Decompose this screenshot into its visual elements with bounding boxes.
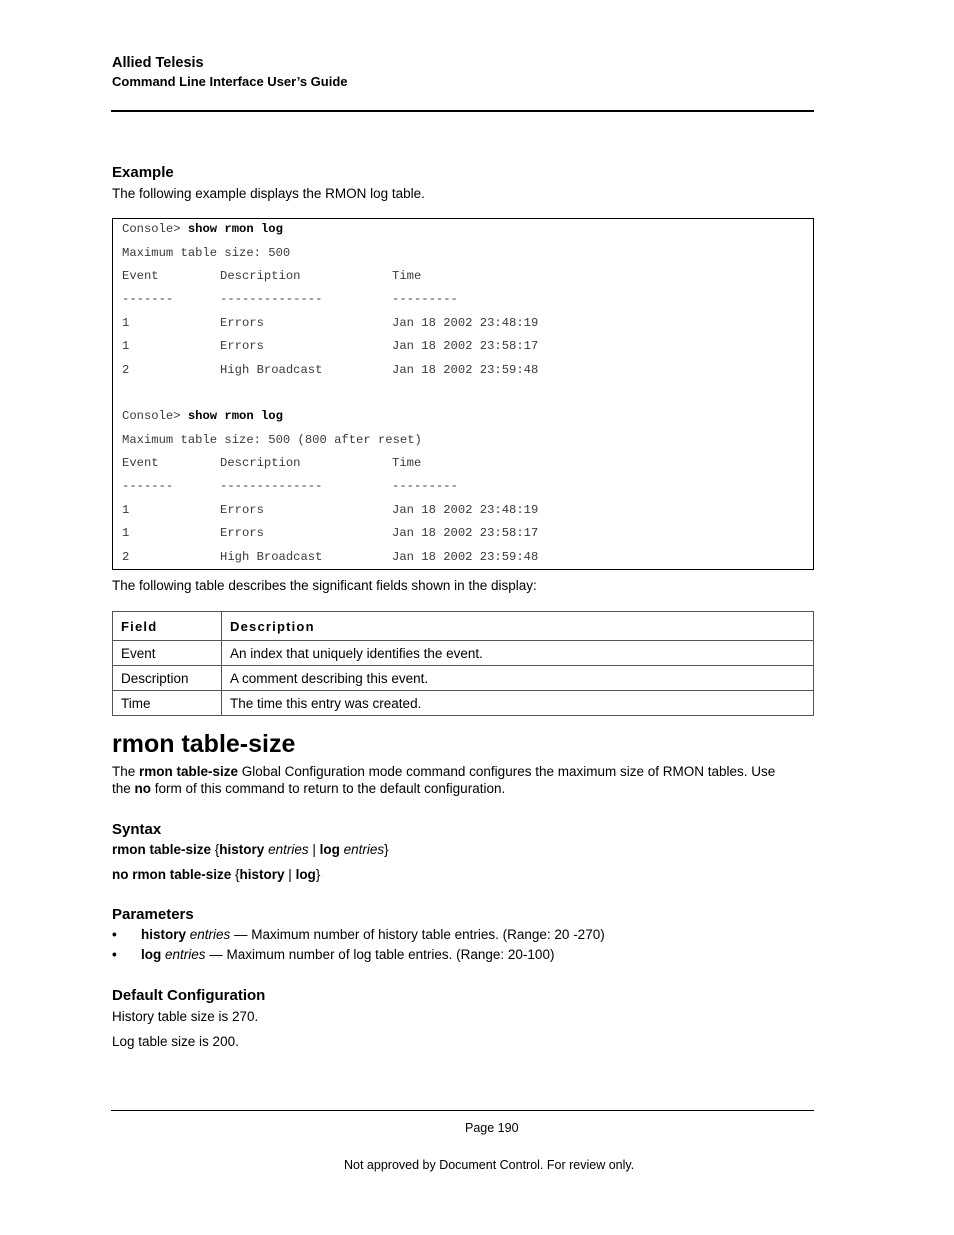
code-line: Maximum table size: 500 xyxy=(122,246,291,260)
code-line: 2 High Broadcast Jan 18 2002 23:59:48 xyxy=(122,550,539,564)
code-line: 2 High Broadcast Jan 18 2002 23:59:48 xyxy=(122,363,539,377)
default-config-line: History table size is 270. xyxy=(112,1009,259,1024)
table-cell: Event xyxy=(113,641,222,666)
parameter-item: history entries — Maximum number of history table entries. (Range: 20 -270) xyxy=(141,927,605,942)
fields-table xyxy=(112,611,814,716)
header-guide-title: Command Line Interface User’s Guide xyxy=(112,74,348,89)
table-row xyxy=(113,641,814,666)
fields-intro: The following table describes the significant fields shown in the display: xyxy=(112,578,537,593)
code-line: 1 Errors Jan 18 2002 23:48:19 xyxy=(122,503,539,517)
parameter-item: log entries — Maximum number of log table entries. (Range: 20-100) xyxy=(141,947,555,962)
example-intro: The following example displays the RMON log table. xyxy=(112,186,425,201)
bullet-icon: • xyxy=(112,927,117,942)
header-company: Allied Telesis xyxy=(112,55,204,71)
syntax-line: rmon table-size {history entries | log entries} xyxy=(112,842,389,857)
example-heading: Example xyxy=(112,164,174,181)
table-row xyxy=(113,691,814,716)
code-line: ------- -------------- --------- xyxy=(122,479,458,493)
table-cell: The time this entry was created. xyxy=(222,691,814,716)
table-row xyxy=(113,666,814,691)
review-note: Not approved by Document Control. For review only. xyxy=(344,1158,635,1172)
command-description-line2: the no form of this command to return to the default configuration. xyxy=(112,781,506,796)
syntax-line: no rmon table-size {history | log} xyxy=(112,867,321,882)
code-line: Console> show rmon log xyxy=(122,409,283,423)
table-header-row xyxy=(113,612,814,641)
code-line: Event Description Time xyxy=(122,456,422,470)
table-cell: A comment describing this event. xyxy=(222,666,814,691)
table-header-cell: Field xyxy=(113,612,222,641)
footer-rule xyxy=(111,1110,814,1111)
page-number: Page 190 xyxy=(465,1121,519,1135)
syntax-heading: Syntax xyxy=(112,821,162,838)
command-description-line1: The rmon table-size Global Configuration mode command configures the maximum size of RMON tables. Use xyxy=(112,764,776,779)
default-config-line: Log table size is 200. xyxy=(112,1034,239,1049)
code-line: Maximum table size: 500 (800 after reset) xyxy=(122,433,422,447)
code-line: Event Description Time xyxy=(122,269,422,283)
code-line: Console> show rmon log xyxy=(122,222,283,236)
default-config-heading: Default Configuration xyxy=(112,987,266,1004)
code-line: 1 Errors Jan 18 2002 23:48:19 xyxy=(122,316,539,330)
table-cell: An index that uniquely identifies the event. xyxy=(222,641,814,666)
code-line: 1 Errors Jan 18 2002 23:58:17 xyxy=(122,339,539,353)
bullet-icon: • xyxy=(112,947,117,962)
table-cell: Time xyxy=(113,691,222,716)
table-header-cell: Description xyxy=(222,612,814,641)
code-example-box xyxy=(112,218,814,570)
code-line: ------- -------------- --------- xyxy=(122,292,458,306)
command-title: rmon table-size xyxy=(112,730,296,758)
code-line: 1 Errors Jan 18 2002 23:58:17 xyxy=(122,526,539,540)
header-rule xyxy=(111,110,814,112)
parameters-heading: Parameters xyxy=(112,906,194,923)
table-cell: Description xyxy=(113,666,222,691)
